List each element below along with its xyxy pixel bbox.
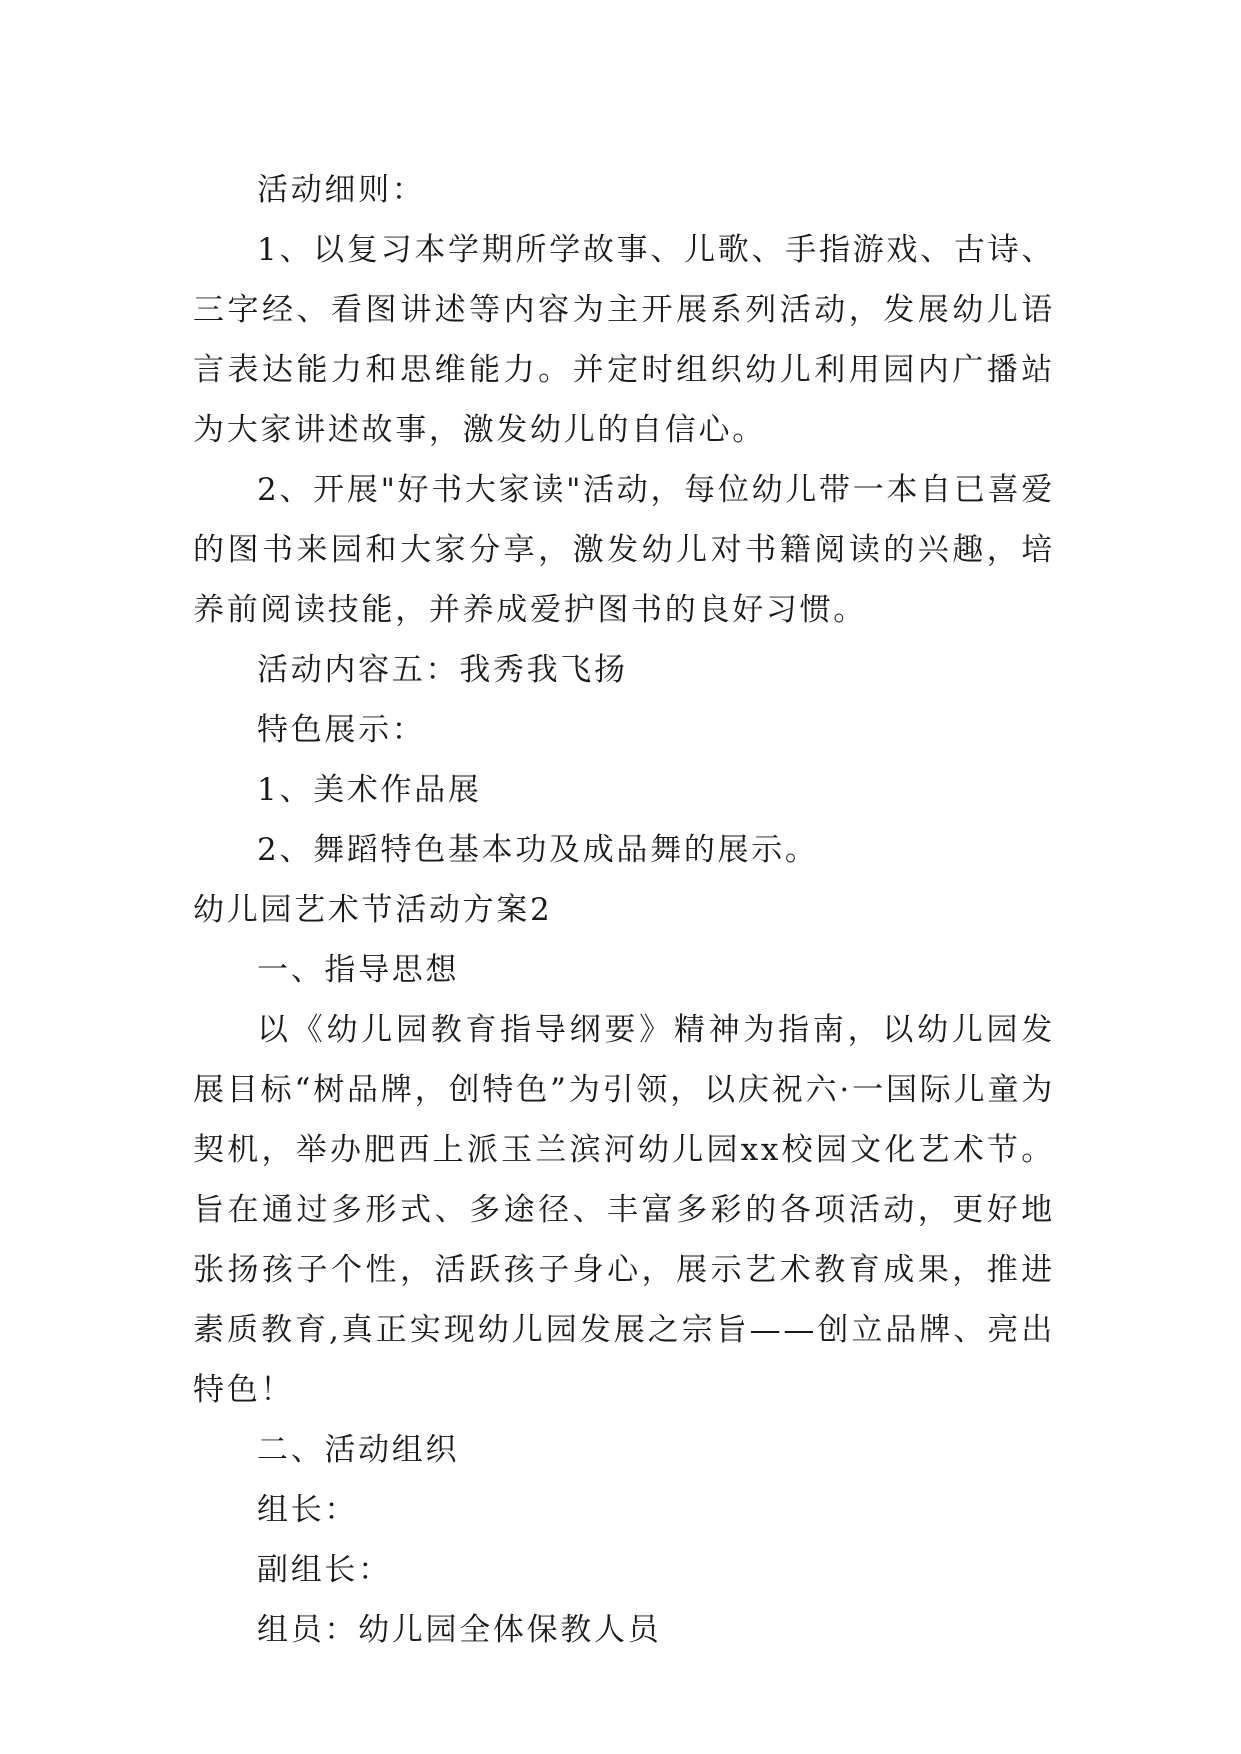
paragraph-members: 组员：幼儿园全体保教人员 (257, 1612, 662, 1648)
heading-activity-organization: 二、活动组织 (257, 1432, 460, 1468)
paragraph-deputy-leader: 副组长： (257, 1552, 392, 1588)
paragraph-group-leader: 组长： (257, 1492, 359, 1528)
paragraph-guiding-idea: 以《幼儿园教育指导纲要》精神为指南，以幼儿园发展目标“树品牌，创特色”为引领，以庆祝六·一国际儿童为契机，举办肥西上派玉兰滨河幼儿园xx校园文化艺术节。旨在通过多形式、多途径、丰富多彩的各项活动，更好地张扬孩子个性，活跃孩子身心，展示艺术教育成果，推进素质教育,真正实现幼儿园发展之宗旨——创立品牌、亮出特色！ (193, 1012, 1055, 1408)
paragraph-activity-rules-heading: 活动细则： (257, 172, 426, 208)
paragraph-feature-2: 2、舞蹈特色基本功及成品舞的展示。 (257, 832, 819, 868)
paragraph-rule-2: 2、开展"好书大家读"活动，每位幼儿带一本自已喜爱的图书来园和大家分享，激发幼儿对书籍阅读的兴趣，培养前阅读技能，并养成爱护图书的良好习惯。 (193, 472, 1055, 628)
document-body (193, 160, 1055, 1660)
paragraph-feature-show-heading: 特色展示： (257, 712, 426, 748)
heading-guiding-idea: 一、指导思想 (257, 952, 460, 988)
section-title-plan-2: 幼儿园艺术节活动方案2 (193, 892, 553, 928)
paragraph-rule-1: 1、以复习本学期所学故事、儿歌、手指游戏、古诗、三字经、看图讲述等内容为主开展系列活动，发展幼儿语言表达能力和思维能力。并定时组织幼儿利用园内广播站为大家讲述故事，激发幼儿的自信心。 (193, 232, 1055, 448)
paragraph-feature-1: 1、美术作品展 (257, 772, 482, 808)
paragraph-activity-content-5: 活动内容五：我秀我飞扬 (257, 652, 628, 688)
